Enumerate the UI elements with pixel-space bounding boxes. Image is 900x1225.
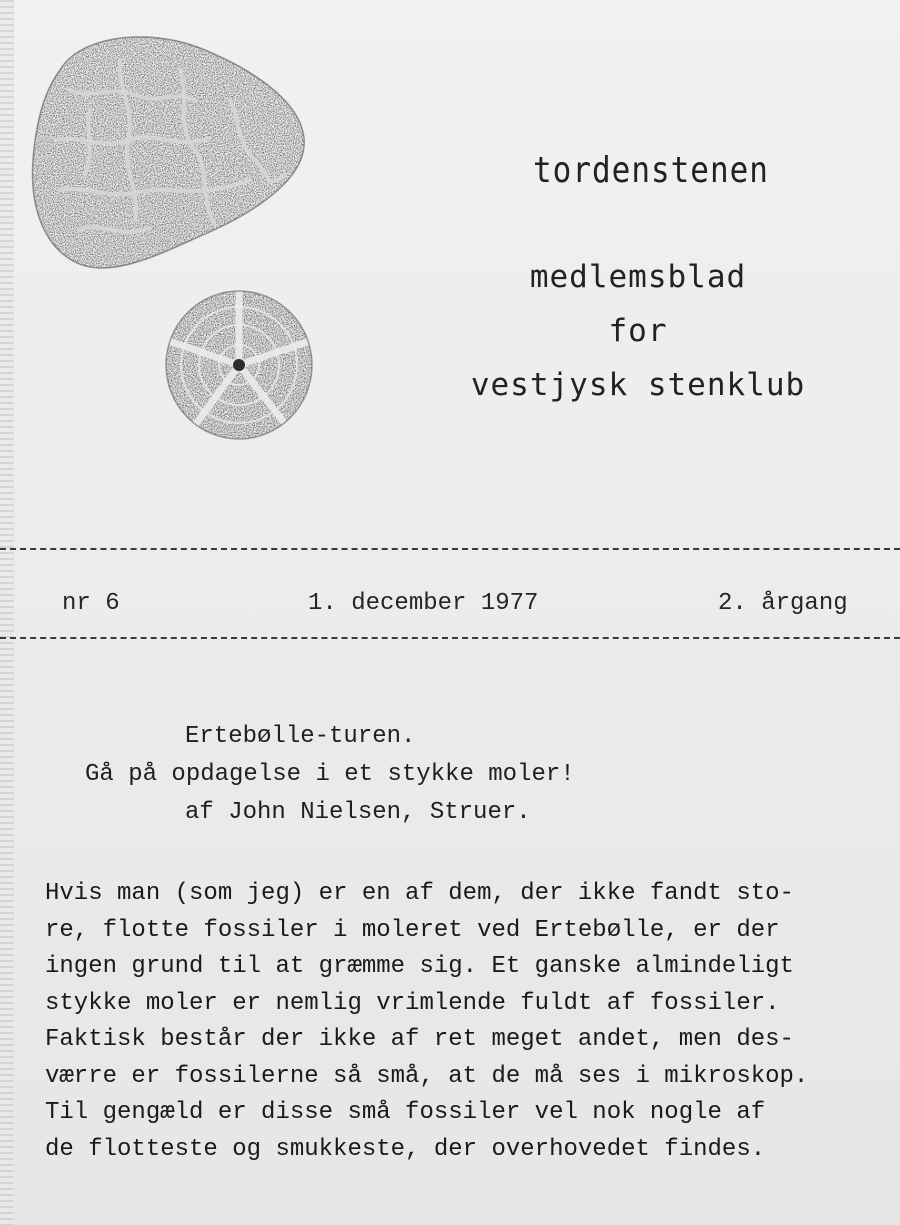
body-line: Faktisk består der ikke af ret meget andet, men des- [45, 1026, 794, 1053]
article-subtitle: Gå på opdagelse i et stykke moler! [85, 761, 575, 788]
body-line: ingen grund til at græmme sig. Et ganske almindeligt [45, 953, 794, 980]
article-title: Ertebølle-turen. [185, 723, 416, 750]
article-body [45, 876, 885, 1168]
subtitle-line: vestjysk stenklub [470, 367, 806, 403]
separator-bottom [0, 637, 900, 639]
separator-top [0, 548, 900, 550]
body-line: Hvis man (som jeg) er en af dem, der ikke fandt sto- [45, 880, 794, 907]
sea-urchin-icon [166, 288, 313, 439]
body-line: Til gengæld er disse små fossiler vel nok nogle af [45, 1099, 766, 1126]
body-line: værre er fossilerne så små, at de må ses i mikroskop. [45, 1062, 809, 1090]
article-heading [85, 718, 575, 832]
issue-volume: 2. årgang [718, 590, 848, 617]
article-byline: af John Nielsen, Struer. [185, 799, 531, 826]
body-line: stykke moler er nemlig vrimlende fuldt af fossiler. [45, 989, 780, 1017]
subtitle-line: medlemsblad [529, 259, 747, 295]
body-line: re, flotte fossiler i moleret ved Ertebølle, er der [45, 916, 780, 944]
issue-number: nr 6 [62, 590, 120, 617]
subtitle-line: for [608, 313, 668, 349]
newsletter-title: tordenstenen [533, 150, 769, 192]
newsletter-subtitle [463, 250, 813, 412]
body-line: de flotteste og smukkeste, der overhovedet findes. [45, 1135, 766, 1163]
issue-date: 1. december 1977 [308, 590, 539, 617]
mottled-stone-icon [32, 37, 304, 268]
